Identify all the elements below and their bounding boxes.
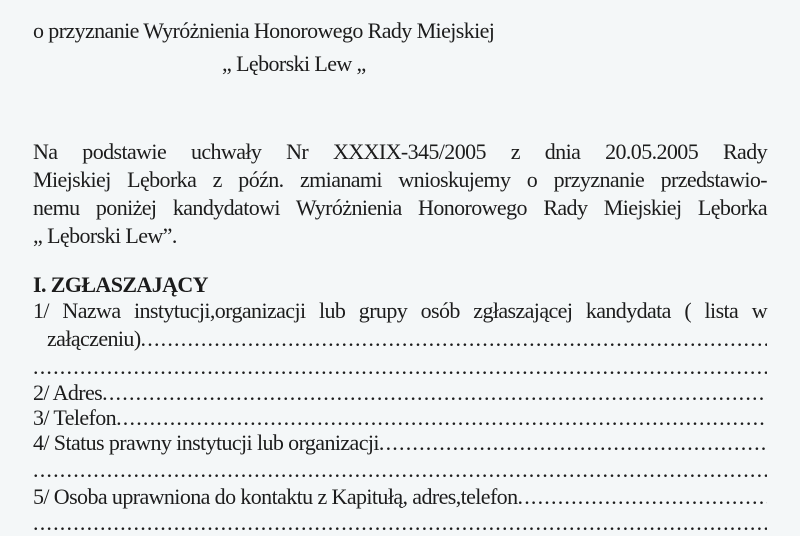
dotted-fill-line <box>141 326 767 352</box>
dotted-fill-line <box>33 457 767 483</box>
field-label: 3/ Telefon <box>33 405 117 430</box>
field-contact-person-continued[interactable] <box>33 510 767 536</box>
field-label: załączeniu) <box>47 326 141 351</box>
dotted-fill-line <box>102 380 767 406</box>
field-label: 2/ Adres <box>33 380 103 405</box>
intro-line: „ Lęborski Lew”. <box>33 223 177 248</box>
field-legal-status-continued[interactable] <box>33 457 767 483</box>
intro-line: Miejskiej Lęborka z późn. zmianami wnioskujemy o przyznanie przedstawio- <box>33 167 767 192</box>
document-title: o przyznanie Wyróżnienia Honorowego Rady Miejskiej <box>33 18 495 43</box>
dotted-fill-line <box>33 510 767 536</box>
intro-line: nemu poniżej kandydatowi Wyróżnienia Honorowego Rady Miejskiej Lęborka <box>33 195 767 220</box>
field-label-institution-name: 1/ Nazwa instytucji,organizacji lub grupy osób zgłaszającej kandydata ( lista w <box>33 298 767 323</box>
dotted-fill-line <box>33 354 767 380</box>
dotted-fill-line <box>379 430 767 456</box>
field-address[interactable] <box>33 380 767 406</box>
dotted-fill-line <box>116 405 767 431</box>
field-contact-person[interactable] <box>33 484 767 510</box>
document-subtitle: „ Lęborski Lew „ <box>222 51 366 76</box>
field-phone[interactable] <box>33 405 767 431</box>
field-legal-status[interactable] <box>33 430 767 456</box>
dotted-fill-line <box>518 484 768 510</box>
field-label: 4/ Status prawny instytucji lub organizacji <box>33 430 379 455</box>
field-label: 5/ Osoba uprawniona do kontaktu z Kapitułą, adres,telefon <box>33 484 518 509</box>
section-heading: I. ZGŁASZAJĄCY <box>33 272 208 297</box>
field-institution-name-continued[interactable] <box>33 354 767 380</box>
field-institution-name[interactable] <box>47 326 767 352</box>
intro-line: Na podstawie uchwały Nr XXXIX-345/2005 z dnia 20.05.2005 Rady <box>33 139 767 164</box>
